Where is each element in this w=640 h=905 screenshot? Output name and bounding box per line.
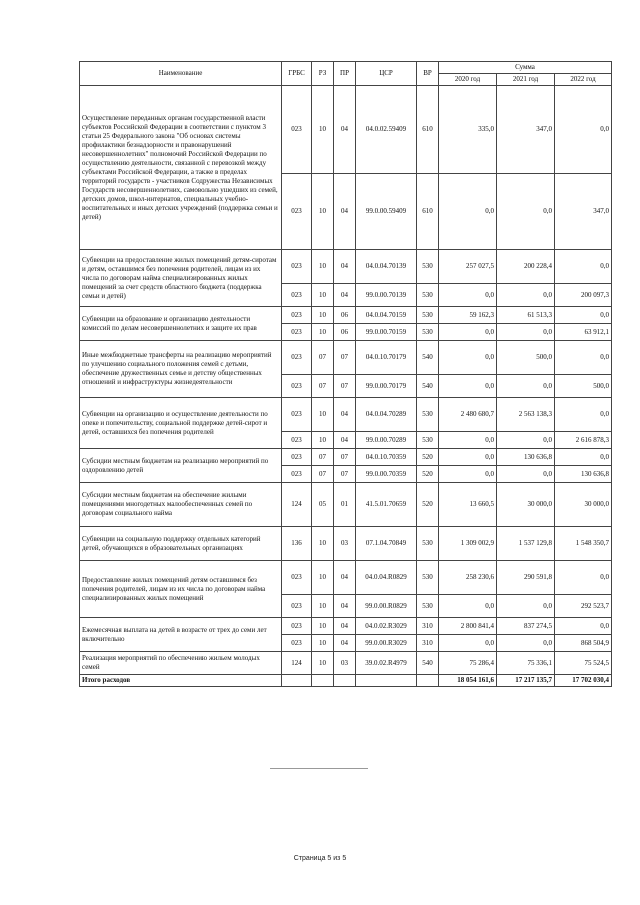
cell-2020: 335,0 bbox=[439, 86, 497, 174]
cell-pr: 04 bbox=[334, 398, 356, 432]
cell-2021: 290 591,8 bbox=[497, 561, 555, 595]
table-row bbox=[80, 483, 612, 527]
cell-2022: 292 523,7 bbox=[555, 595, 612, 618]
table-row bbox=[80, 618, 612, 635]
cell-2022: 0,0 bbox=[555, 341, 612, 375]
cell-csr: 04.0.04.R0829 bbox=[356, 561, 417, 595]
cell-2022: 63 912,1 bbox=[555, 324, 612, 341]
cell-csr: 99.0.00.70139 bbox=[356, 284, 417, 307]
row-name: Субвенции на образование и организацию деятельности комиссий по делам несовершеннолетних и защите их прав bbox=[80, 307, 282, 341]
cell-vr: 530 bbox=[417, 307, 439, 324]
cell-pr: 04 bbox=[334, 86, 356, 174]
cell-2022: 1 548 350,7 bbox=[555, 527, 612, 561]
cell-vr: 540 bbox=[417, 375, 439, 398]
cell-2021: 75 336,1 bbox=[497, 652, 555, 675]
cell-csr: 04.0.10.70359 bbox=[356, 449, 417, 466]
cell-csr: 99.0.00.70179 bbox=[356, 375, 417, 398]
table-body bbox=[80, 86, 612, 687]
cell-vr: 610 bbox=[417, 174, 439, 250]
cell-csr: 99.0.00.70359 bbox=[356, 466, 417, 483]
cell-csr: 04.0.04.70159 bbox=[356, 307, 417, 324]
cell-2022: 0,0 bbox=[555, 398, 612, 432]
cell-vr: 530 bbox=[417, 527, 439, 561]
cell-2021: 0,0 bbox=[497, 284, 555, 307]
total-2022: 17 702 030,4 bbox=[555, 675, 612, 687]
cell-2021: 347,0 bbox=[497, 86, 555, 174]
cell-2022: 0,0 bbox=[555, 250, 612, 284]
cell-2020: 0,0 bbox=[439, 375, 497, 398]
cell-2021: 0,0 bbox=[497, 432, 555, 449]
cell-2021: 200 228,4 bbox=[497, 250, 555, 284]
cell-vr: 530 bbox=[417, 324, 439, 341]
total-empty-cell bbox=[312, 675, 334, 687]
cell-2021: 0,0 bbox=[497, 375, 555, 398]
cell-rz: 10 bbox=[312, 527, 334, 561]
row-name: Реализация мероприятий по обеспечению жильем молодых семей bbox=[80, 652, 282, 675]
cell-csr: 07.1.04.70849 bbox=[356, 527, 417, 561]
cell-2022: 2 616 878,3 bbox=[555, 432, 612, 449]
cell-2020: 2 800 841,4 bbox=[439, 618, 497, 635]
cell-2022: 0,0 bbox=[555, 561, 612, 595]
cell-rz: 07 bbox=[312, 375, 334, 398]
cell-2020: 13 660,5 bbox=[439, 483, 497, 527]
cell-2020: 0,0 bbox=[439, 635, 497, 652]
cell-csr: 41.5.01.70659 bbox=[356, 483, 417, 527]
cell-grbs: 023 bbox=[282, 561, 312, 595]
cell-csr: 04.0.02.R3029 bbox=[356, 618, 417, 635]
row-name: Субвенции на организацию и осуществление деятельности по опеке и попечительству, социальной поддержке детей-сирот и детей, оставшихся без попечения родителей bbox=[80, 398, 282, 449]
cell-vr: 520 bbox=[417, 466, 439, 483]
cell-2020: 1 309 002,9 bbox=[439, 527, 497, 561]
cell-rz: 10 bbox=[312, 250, 334, 284]
table-row bbox=[80, 652, 612, 675]
cell-rz: 10 bbox=[312, 652, 334, 675]
row-name: Субвенции на социальную поддержку отдельных категорий детей, обучающихся в образовательных организациях bbox=[80, 527, 282, 561]
budget-table bbox=[79, 61, 612, 687]
cell-csr: 04.0.10.70179 bbox=[356, 341, 417, 375]
cell-2020: 0,0 bbox=[439, 432, 497, 449]
cell-grbs: 023 bbox=[282, 432, 312, 449]
cell-2020: 75 286,4 bbox=[439, 652, 497, 675]
cell-grbs: 124 bbox=[282, 483, 312, 527]
cell-2021: 0,0 bbox=[497, 324, 555, 341]
cell-pr: 07 bbox=[334, 375, 356, 398]
cell-grbs: 124 bbox=[282, 652, 312, 675]
cell-2020: 0,0 bbox=[439, 466, 497, 483]
total-2020: 18 054 161,6 bbox=[439, 675, 497, 687]
cell-vr: 540 bbox=[417, 652, 439, 675]
cell-pr: 04 bbox=[334, 432, 356, 449]
cell-2020: 59 162,3 bbox=[439, 307, 497, 324]
total-label: Итого расходов bbox=[80, 675, 282, 687]
table-row bbox=[80, 250, 612, 284]
cell-grbs: 023 bbox=[282, 618, 312, 635]
cell-pr: 07 bbox=[334, 449, 356, 466]
cell-2022: 0,0 bbox=[555, 307, 612, 324]
cell-grbs: 023 bbox=[282, 284, 312, 307]
cell-csr: 99.0.00.70289 bbox=[356, 432, 417, 449]
cell-pr: 07 bbox=[334, 341, 356, 375]
cell-pr: 04 bbox=[334, 174, 356, 250]
cell-csr: 04.0.04.70289 bbox=[356, 398, 417, 432]
cell-pr: 06 bbox=[334, 324, 356, 341]
cell-rz: 07 bbox=[312, 341, 334, 375]
cell-2022: 130 636,8 bbox=[555, 466, 612, 483]
cell-rz: 10 bbox=[312, 86, 334, 174]
cell-vr: 530 bbox=[417, 561, 439, 595]
cell-2020: 0,0 bbox=[439, 324, 497, 341]
cell-grbs: 023 bbox=[282, 449, 312, 466]
cell-2021: 0,0 bbox=[497, 466, 555, 483]
header-pr: ПР bbox=[334, 62, 356, 86]
cell-grbs: 023 bbox=[282, 635, 312, 652]
cell-vr: 540 bbox=[417, 341, 439, 375]
header-2022: 2022 год bbox=[555, 74, 612, 86]
cell-rz: 10 bbox=[312, 398, 334, 432]
cell-grbs: 023 bbox=[282, 398, 312, 432]
cell-vr: 530 bbox=[417, 398, 439, 432]
cell-grbs: 023 bbox=[282, 466, 312, 483]
cell-csr: 99.0.00.59409 bbox=[356, 174, 417, 250]
cell-grbs: 136 bbox=[282, 527, 312, 561]
cell-rz: 07 bbox=[312, 466, 334, 483]
cell-2020: 0,0 bbox=[439, 341, 497, 375]
cell-rz: 10 bbox=[312, 595, 334, 618]
table-row bbox=[80, 86, 612, 174]
cell-pr: 04 bbox=[334, 561, 356, 595]
cell-2021: 0,0 bbox=[497, 595, 555, 618]
cell-csr: 99.0.00.R3029 bbox=[356, 635, 417, 652]
cell-2022: 30 000,0 bbox=[555, 483, 612, 527]
row-name: Субсидии местным бюджетам на реализацию мероприятий по оздоровлению детей bbox=[80, 449, 282, 483]
cell-2020: 2 480 680,7 bbox=[439, 398, 497, 432]
header-name: Наименование bbox=[80, 62, 282, 86]
table-row bbox=[80, 341, 612, 375]
cell-2021: 2 563 138,3 bbox=[497, 398, 555, 432]
cell-vr: 310 bbox=[417, 618, 439, 635]
table-row bbox=[80, 307, 612, 324]
cell-grbs: 023 bbox=[282, 324, 312, 341]
cell-2021: 500,0 bbox=[497, 341, 555, 375]
cell-pr: 04 bbox=[334, 635, 356, 652]
total-2021: 17 217 135,7 bbox=[497, 675, 555, 687]
row-name: Осуществление переданных органам государственной власти субъектов Российской Федерации в соответствии с пунктом 3 статьи 25 Федерального закона "Об основах системы профилактики безнадзорности и правонарушений несовершеннолетних" полномочий Российской Федерации по осуществлению деятельности, связанной с перевозкой между субъектами Российской Федерации, а также в пределах территорий государств - участников Содружества Независимых Государств несовершеннолетних, самовольно ушедших из семей, детских домов, школ-интернатов, специальных учебно-воспитательных и иных детских учреждений (поддержка семьи и детей) bbox=[80, 86, 282, 250]
cell-2022: 347,0 bbox=[555, 174, 612, 250]
cell-rz: 05 bbox=[312, 483, 334, 527]
row-name: Предоставление жилых помещений детям оставшимся без попечения родителей, лицам из их числа по договорам найма специализированных жилых помещений bbox=[80, 561, 282, 618]
cell-pr: 04 bbox=[334, 618, 356, 635]
header-sum: Сумма bbox=[439, 62, 612, 74]
cell-2020: 0,0 bbox=[439, 595, 497, 618]
cell-2022: 868 504,9 bbox=[555, 635, 612, 652]
cell-vr: 530 bbox=[417, 250, 439, 284]
cell-2020: 257 027,5 bbox=[439, 250, 497, 284]
cell-pr: 04 bbox=[334, 595, 356, 618]
cell-rz: 10 bbox=[312, 635, 334, 652]
cell-2021: 30 000,0 bbox=[497, 483, 555, 527]
cell-rz: 10 bbox=[312, 618, 334, 635]
cell-csr: 04.0.04.70139 bbox=[356, 250, 417, 284]
table-row bbox=[80, 561, 612, 595]
cell-2022: 500,0 bbox=[555, 375, 612, 398]
table-row bbox=[80, 449, 612, 466]
row-name: Субвенции на предоставление жилых помещений детям-сиротам и детям, оставшимся без попечения родителей, лицам из их числа по договорам найма специализированных жилых помещений за счет средств областного бюджета (поддержка семьи и детей) bbox=[80, 250, 282, 307]
cell-vr: 520 bbox=[417, 449, 439, 466]
cell-pr: 04 bbox=[334, 250, 356, 284]
cell-pr: 01 bbox=[334, 483, 356, 527]
cell-pr: 06 bbox=[334, 307, 356, 324]
cell-rz: 10 bbox=[312, 561, 334, 595]
cell-2022: 75 524,5 bbox=[555, 652, 612, 675]
header-2021: 2021 год bbox=[497, 74, 555, 86]
cell-2022: 0,0 bbox=[555, 618, 612, 635]
page-number: Страница 5 из 5 bbox=[293, 855, 347, 862]
cell-vr: 520 bbox=[417, 483, 439, 527]
table-row bbox=[80, 398, 612, 432]
cell-grbs: 023 bbox=[282, 307, 312, 324]
table-header-row bbox=[80, 62, 612, 74]
cell-grbs: 023 bbox=[282, 86, 312, 174]
cell-2021: 130 636,8 bbox=[497, 449, 555, 466]
cell-vr: 310 bbox=[417, 635, 439, 652]
row-name: Ежемесячная выплата на детей в возрасте от трех до семи лет включительно bbox=[80, 618, 282, 652]
cell-rz: 10 bbox=[312, 284, 334, 307]
cell-2022: 200 097,3 bbox=[555, 284, 612, 307]
cell-pr: 07 bbox=[334, 466, 356, 483]
cell-2020: 0,0 bbox=[439, 449, 497, 466]
cell-vr: 530 bbox=[417, 432, 439, 449]
total-empty-cell bbox=[356, 675, 417, 687]
header-csr: ЦСР bbox=[356, 62, 417, 86]
header-2020: 2020 год bbox=[439, 74, 497, 86]
cell-rz: 10 bbox=[312, 432, 334, 449]
table-row bbox=[80, 527, 612, 561]
cell-2022: 0,0 bbox=[555, 449, 612, 466]
cell-2021: 1 537 129,8 bbox=[497, 527, 555, 561]
total-empty-cell bbox=[334, 675, 356, 687]
cell-vr: 530 bbox=[417, 284, 439, 307]
cell-pr: 04 bbox=[334, 284, 356, 307]
cell-csr: 99.0.00.R0829 bbox=[356, 595, 417, 618]
cell-grbs: 023 bbox=[282, 341, 312, 375]
cell-2021: 0,0 bbox=[497, 635, 555, 652]
cell-2021: 0,0 bbox=[497, 174, 555, 250]
cell-2020: 0,0 bbox=[439, 174, 497, 250]
cell-grbs: 023 bbox=[282, 174, 312, 250]
header-vr: ВР bbox=[417, 62, 439, 86]
cell-rz: 07 bbox=[312, 449, 334, 466]
cell-2022: 0,0 bbox=[555, 86, 612, 174]
header-rz: РЗ bbox=[312, 62, 334, 86]
header-grbs: ГРБС bbox=[282, 62, 312, 86]
total-empty-cell bbox=[282, 675, 312, 687]
cell-vr: 610 bbox=[417, 86, 439, 174]
row-name: Субсидии местным бюджетам на обеспечение жилыми помещениями многодетных малообеспеченных семей по договорам социального найма bbox=[80, 483, 282, 527]
cell-2021: 837 274,5 bbox=[497, 618, 555, 635]
separator-line bbox=[270, 768, 368, 769]
total-empty-cell bbox=[417, 675, 439, 687]
cell-pr: 03 bbox=[334, 652, 356, 675]
cell-grbs: 023 bbox=[282, 375, 312, 398]
cell-pr: 03 bbox=[334, 527, 356, 561]
cell-rz: 10 bbox=[312, 174, 334, 250]
cell-rz: 10 bbox=[312, 324, 334, 341]
cell-vr: 530 bbox=[417, 595, 439, 618]
cell-csr: 04.0.02.59409 bbox=[356, 86, 417, 174]
cell-csr: 39.0.02.R4979 bbox=[356, 652, 417, 675]
cell-grbs: 023 bbox=[282, 250, 312, 284]
cell-csr: 99.0.00.70159 bbox=[356, 324, 417, 341]
cell-2020: 258 230,6 bbox=[439, 561, 497, 595]
cell-2020: 0,0 bbox=[439, 284, 497, 307]
cell-grbs: 023 bbox=[282, 595, 312, 618]
total-row bbox=[80, 675, 612, 687]
row-name: Иные межбюджетные трансферты на реализацию мероприятий по улучшению социального положения семей с детьми, обеспечение дружественных семье и детству общественных отношений и инфраструктуры жизнедеятельности bbox=[80, 341, 282, 398]
cell-2021: 61 513,3 bbox=[497, 307, 555, 324]
cell-rz: 10 bbox=[312, 307, 334, 324]
